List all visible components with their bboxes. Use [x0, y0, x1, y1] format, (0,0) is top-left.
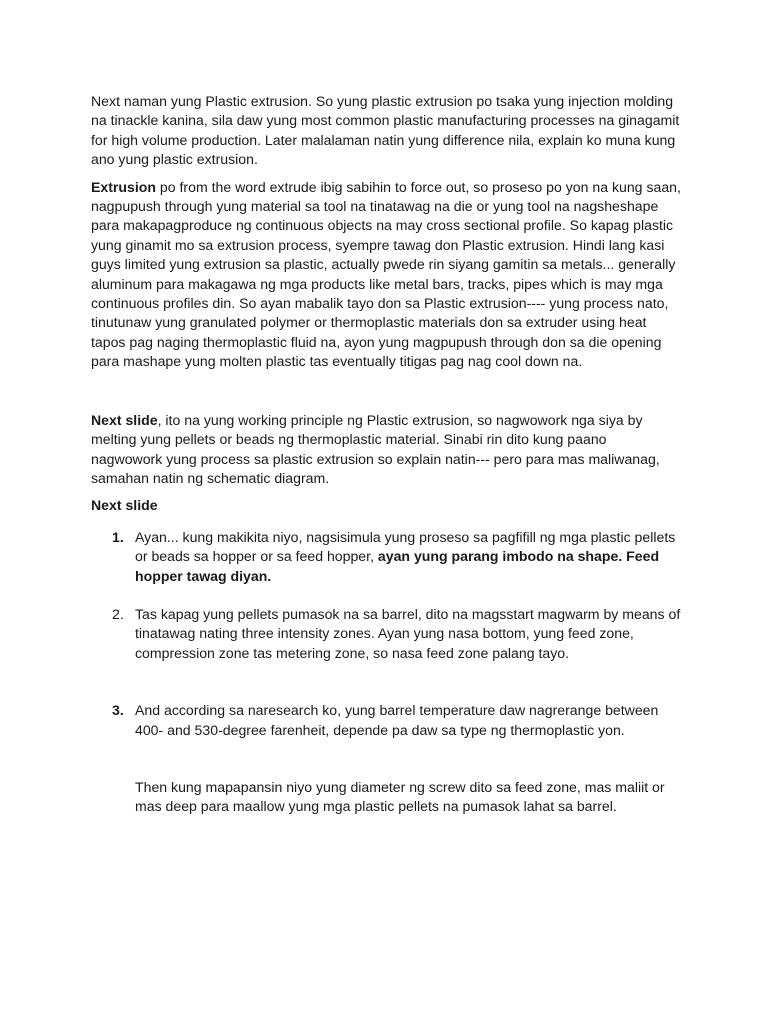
extrusion-text: po from the word extrude ibig sabihin to force out, so proseso po yon na kung saan, nagpupush through yung material sa tool na tinatawag na die or yung tool na nagsheshape para makapagproduce ng continuous objects na may cross sectional profile. So kapag plastic yung ginamit mo sa extrusion process, syempre tawag don Plastic extrusion. Hindi lang kasi guys limited yung extrusion sa plastic, actually pwede rin siyang gamitin sa metals... generally aluminum para makagawa ng mga products like metal bars, tracks, pipes which is may mga continuous profiles din. So ayan mabalik tayo don sa Plastic extrusion---- yung process nato, tinutunaw yung granulated polymer or thermoplastic materials don sa extruder using heat tapos pag naging thermoplastic fluid na, ayon yung magpupush through don sa die opening para mashape yung molten plastic tas eventually titigas pag nag cool down na. [91, 178, 681, 370]
list-item [91, 605, 681, 663]
next-slide-lead: Next slide [91, 411, 158, 428]
screw-diameter-paragraph: Then kung mapapansin niyo yung diameter ng screw dito sa feed zone, mas maliit or mas deep para maallow yung mga plastic pellets na pumasok lahat sa barrel. [135, 778, 665, 815]
list-text: And according sa naresearch ko, yung barrel temperature daw nagrerange between 400- and 530-degree farenheit, depende pa daw sa type ng thermoplastic yon. [135, 702, 659, 738]
list-number: 2. [112, 605, 124, 622]
next-slide-heading: Next slide [91, 497, 158, 514]
document-page [91, 92, 681, 817]
list-bold-text: ayan yung parang imbodo na shape. Feed hopper tawag diyan. [135, 548, 660, 584]
list-number: 3. [112, 702, 124, 719]
list-text: Tas kapag yung pellets pumasok na sa barrel, dito na magsstart magwarm by means of tinatawag nating three intensity zones. Ayan yung nasa bottom, yung feed zone, compression zone tas metering zone, so nasa feed zone palang tayo. [135, 605, 681, 661]
working-principle-text: , ito na yung working principle ng Plastic extrusion, so nagwowork nga siya by melting yung pellets or beads ng thermoplastic material. Sinabi rin dito kung paano nagwowork yung process sa plastic extrusion so explain natin--- pero para mas maliwanag, samahan natin ng schematic diagram. [91, 411, 660, 486]
list-number: 1. [112, 528, 124, 545]
list-item [91, 528, 681, 586]
list-item [91, 701, 681, 740]
working-principle-paragraph [91, 411, 681, 489]
intro-paragraph: Next naman yung Plastic extrusion. So yung plastic extrusion po tsaka yung injection molding na tinackle kanina, sila daw yung most common plastic manufacturing processes na ginagamit for high volume production. Later malalaman natin yung difference nila, explain ko muna kung ano yung plastic extrusion. [91, 93, 680, 168]
extrusion-paragraph [91, 178, 681, 372]
extrusion-term: Extrusion [91, 178, 156, 195]
list-text: Ayan... kung makikita niyo, nagsisimula yung proseso sa pagfifill ng mga plastic pellets or beads sa hopper or sa feed hopper, [135, 528, 676, 565]
